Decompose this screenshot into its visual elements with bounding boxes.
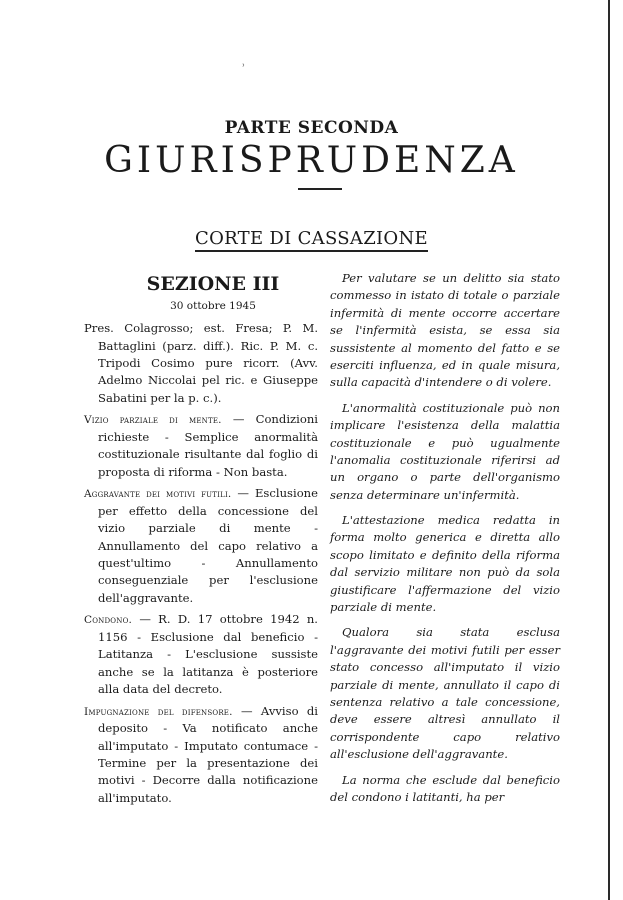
scan-speck: ʾ bbox=[242, 62, 246, 75]
entry-text: — R. D. 17 ottobre 1942 n. 1156 - Esclusione dal beneficio - Latitanza - L'esclusione sussiste anche se la latitanza è posteriore alla data del decreto. bbox=[98, 612, 318, 697]
entry-heading: Aggravante dei motivi futili. bbox=[84, 488, 232, 501]
entry-heading: Impugnazione del difensore. bbox=[84, 705, 233, 718]
maxim-entry bbox=[84, 485, 318, 607]
entry-text: — Avviso di deposito - Va notificato anche all'imputato - Imputato contumace - Termine per la presentazione dei motivi - Decorre dalla notificazione all'imputato. bbox=[98, 703, 319, 805]
page-title: GIURISPRUDENZA bbox=[104, 140, 519, 181]
entry-heading: Condono. bbox=[84, 614, 133, 627]
maxim-paragraph: L'anormalità costituzionale può non implicare l'esistenza della malattia costituzionale e può ugualmente l'anomalia costituzionale riferirsi ad un organo o parte dell'organismo senza determinare un'infermità. bbox=[330, 400, 560, 502]
maxim-paragraph: La norma che esclude dal beneficio del condono i latitanti, ha per bbox=[330, 772, 560, 804]
maxim-paragraph: Qualora sia stata esclusa l'aggravante dei motivi futili per esser stato concesso all'imputato il vizio parziale di mente, annullato il capo di sentenza relativo a tale concessione, deve essere altresì annullato il corrispondente capo relativo all'esclusione dell'aggravante. bbox=[330, 625, 560, 762]
maxim-entry bbox=[84, 703, 318, 808]
section-date: 30 ottobre 1945 bbox=[170, 299, 256, 312]
entry-text: — Condizioni richieste - Semplice anormalità costituzionale risultante dal foglio di proposta di riforma - Non basta. bbox=[98, 412, 318, 479]
court-heading-text: CORTE DI CASSAZIONE bbox=[195, 228, 428, 252]
title-rule bbox=[298, 188, 342, 190]
entry-heading: Vizio parziale di mente. bbox=[84, 414, 222, 427]
court-heading bbox=[0, 228, 623, 249]
parties-entry bbox=[84, 320, 318, 407]
maxim-paragraph: L'attestazione medica redatta in forma molto generica e diretta allo scopo limitato e definito della riforma dal servizio militare non può da sola giustificare l'affermazione del vizio parziale di mente. bbox=[330, 513, 560, 615]
part-heading: PARTE SECONDA bbox=[224, 118, 399, 138]
section-title: SEZIONE III bbox=[146, 273, 280, 295]
entry-text: — Esclusione per effetto della concessione del vizio parziale di mente - Annullamento del capo relativo a quest'ultimo - Annullamento conseguenziale per l'esclusione dell'aggravante. bbox=[98, 486, 319, 605]
left-column bbox=[84, 268, 318, 811]
parties-text: Colagrosso; est. Fresa; P. M. Battaglini (parz. diff.). Ric. P. M. c. Tripodi Cosimo pure ricorr. (Avv. Adelmo Niccolai pel ric. e Giuseppe Sabatini per la p. c.). bbox=[98, 321, 319, 405]
maxim-entry bbox=[84, 611, 318, 698]
pres-label: Pres. bbox=[84, 321, 114, 336]
maxim-entry bbox=[84, 411, 318, 481]
maxim-paragraph: Per valutare se un delitto sia stato commesso in istato di totale o parziale infermità di mente occorre accertare se l'infermità esista, se essa sia sussistente al momento del fatto e se eserciti influenza, ed in quale misura, sulla capacità d'intendere o di volere. bbox=[330, 271, 560, 390]
right-column bbox=[330, 270, 560, 814]
